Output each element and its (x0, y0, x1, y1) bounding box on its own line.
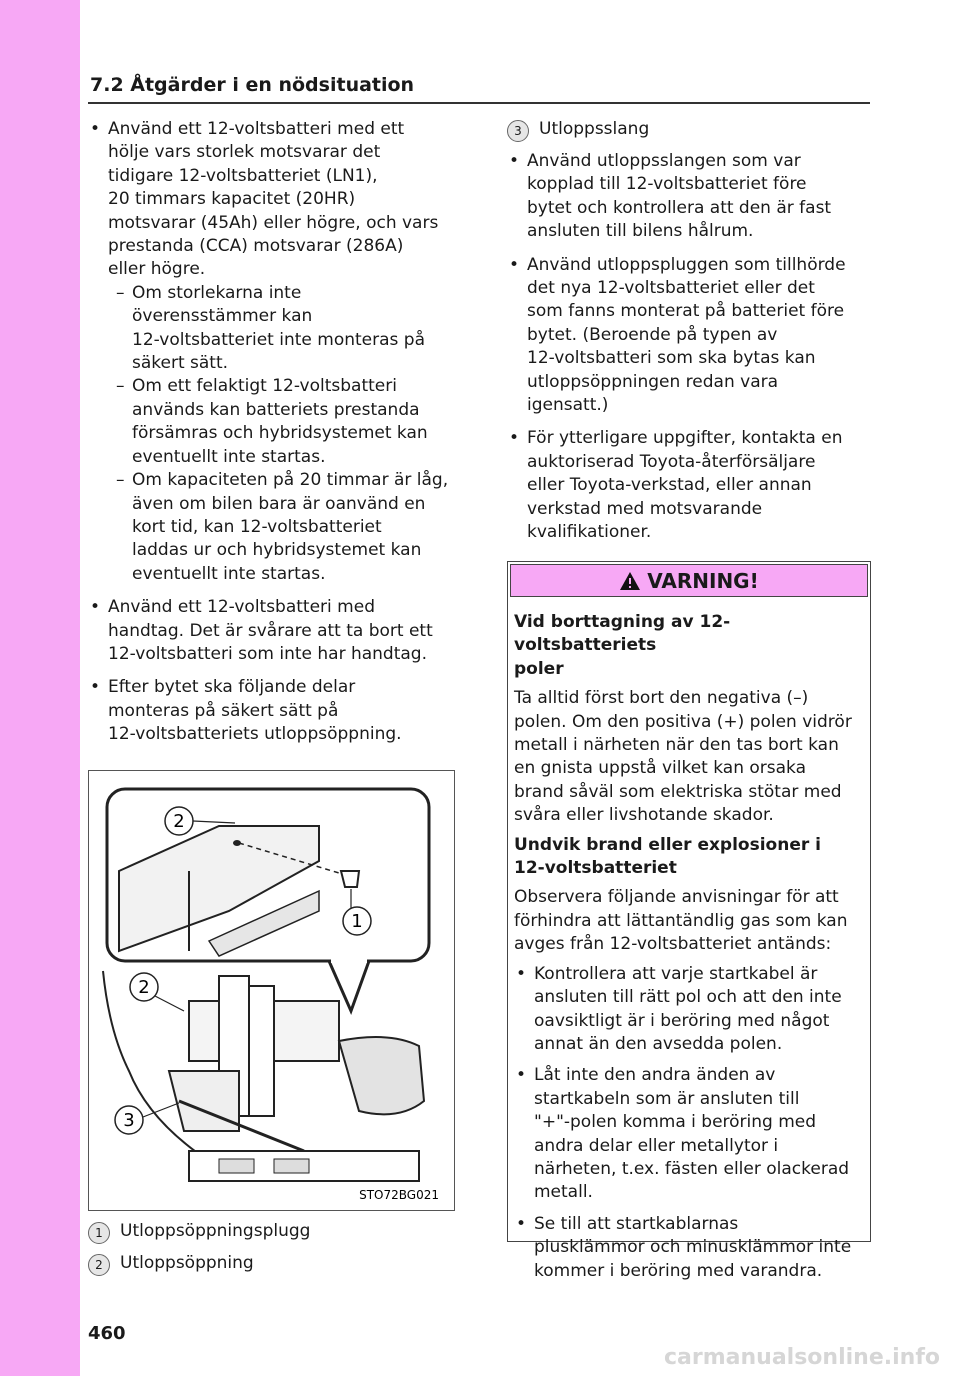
caption-text: Utloppsöppning (120, 1253, 254, 1273)
caption-text: Utloppsslang (539, 119, 650, 139)
tray-slot (219, 1159, 254, 1173)
outlet-opening (233, 840, 241, 846)
warning-paragraph: Ta alltid först bort den negativa (–) polen. Om den positiva (+) polen vidrör metall i närheten när den tas bort kan en gnista uppstå vilket kan orsaka brand såväl som elektriska stötar med svåra eller livshotande skador. (514, 688, 852, 826)
bullet-mount-parts (88, 676, 460, 746)
bullet-outlet-plug (507, 254, 870, 418)
title-divider (88, 102, 870, 104)
warning-paragraph: Observera följande anvisningar för att förhindra att lättantändlig gas som kan avges från 12-voltsbatteriet antänds: (514, 887, 848, 955)
battery-illustration (88, 770, 455, 1211)
watermark: carmanualsonline.info (664, 1345, 940, 1370)
tray-slot (274, 1159, 309, 1173)
terminal-cable (249, 986, 274, 1116)
bullet-text: • Använd ett 12-voltsbatteri med handtag. Det är svårare att ta bort ett 12-voltsbatteri som inte har handtag. (108, 597, 433, 664)
caption-number-icon: 1 (88, 1222, 110, 1244)
bullet-text: • Använd ett 12-voltsbatteri med ett hölje vars storlek motsvarar det tidigare 12-voltsbatteriet (LN1), 20 timmars kapacitet (20HR) motsvarar (45Ah) eller högre, och vars prestanda (CCA) motsvarar (286A) eller högre. (108, 119, 439, 280)
caption-text: Utloppsöppningsplugg (120, 1221, 311, 1241)
warning-box (507, 561, 871, 1281)
caption-item (507, 118, 870, 142)
caption-item (88, 1220, 460, 1244)
bullet-text: • Se till att startkablarnas plusklämmor och minusklämmor inte kommer i beröring med varandra. (534, 1213, 852, 1281)
bullet-text: • Låt inte den andra änden av startkabeln som är ansluten till "+"-polen komma i beröring med andra delar eller metallytor i närheten, t.ex. fästen eller olackerad metall. (534, 1065, 850, 1203)
warning-heading-fire: Undvik brand eller explosioner i 12-voltsbatteriet (514, 834, 821, 879)
bullet-text: • Kontrollera att varje startkabel är ansluten till rätt pol och att den inte oavsiktligt är i beröring med något annat än den avsedda polen. (534, 963, 842, 1054)
body-contour (103, 971, 209, 1161)
caption-number-icon: 2 (88, 1254, 110, 1276)
battery-diagram (89, 771, 454, 1210)
figure-captions (88, 1220, 460, 1284)
outlet-plug (341, 871, 359, 887)
bullet-outlet-hose (507, 150, 870, 244)
sub-bullet-wrong-battery: – Om ett felaktigt 12-voltsbatteri används kan batteriets prestanda försämras och hybridsystemet kan eventuellt inte startas. (108, 375, 460, 469)
warning-title: VARNING! (647, 568, 759, 593)
warning-triangle-icon (619, 571, 641, 591)
section-title: 7.2 Åtgärder i en nödsituation (90, 74, 415, 96)
bullet-text: • För ytterligare uppgifter, kontakta en auktoriserad Toyota-återförsäljare eller Toyota-verkstad, eller annan verkstad med motsvarande kvalifikationer. (527, 428, 843, 543)
warning-header (510, 564, 868, 597)
callout-1: 1 (351, 911, 363, 932)
warning-bullet (514, 963, 860, 1057)
bullet-battery-size (88, 118, 460, 586)
warning-bullet (514, 1213, 860, 1283)
page-number: 460 (88, 1323, 126, 1344)
bullet-text: • Använd utloppspluggen som tillhörde det nya 12-voltsbatteriet eller det som fanns monterat på batteriet före bytet. (Beroende på typen av 12-voltsbatteri som ska bytas kan utloppsöppningen redan vara igensatt.) (527, 254, 846, 416)
caption-item (88, 1252, 460, 1276)
bullet-text: • Efter bytet ska följande delar monteras på säkert sätt på 12-voltsbatteriets utloppsöppning. (108, 677, 402, 745)
callout-2-lower: 2 (138, 977, 150, 998)
pointer-join (331, 957, 367, 963)
warning-bullet (514, 1064, 860, 1204)
warning-body (508, 599, 870, 1283)
relay-box (339, 1037, 424, 1114)
bullet-contact-dealer (507, 427, 870, 544)
sub-bullet-low-capacity: – Om kapaciteten på 20 timmar är låg, även om bilen bara är oanvänd en kort tid, kan 12-voltsbatteriet laddas ur och hybridsystemet kan eventuellt inte startas. (108, 469, 460, 586)
callout-2-top: 2 (173, 811, 185, 832)
bullet-handle (88, 596, 460, 666)
margin-tab (0, 0, 80, 1376)
caption-number-icon: 3 (507, 120, 529, 142)
figure-code: STO72BG021 (359, 1188, 439, 1202)
leader-line (155, 996, 184, 1011)
right-column (507, 118, 870, 555)
warning-heading-terminals: Vid borttagning av 12-voltsbatteriets poler (514, 612, 731, 679)
bullet-text: • Använd utloppsslangen som var kopplad till 12-voltsbatteriet före bytet och kontrollera att den är fast ansluten till bilens hålrum. (527, 151, 832, 242)
left-column (88, 118, 460, 757)
sub-bullet-size-mismatch: – Om storlekarna inte överensstämmer kan 12-voltsbatteriet inte monteras på säkert sätt. (108, 282, 460, 376)
callout-3: 3 (123, 1110, 135, 1131)
